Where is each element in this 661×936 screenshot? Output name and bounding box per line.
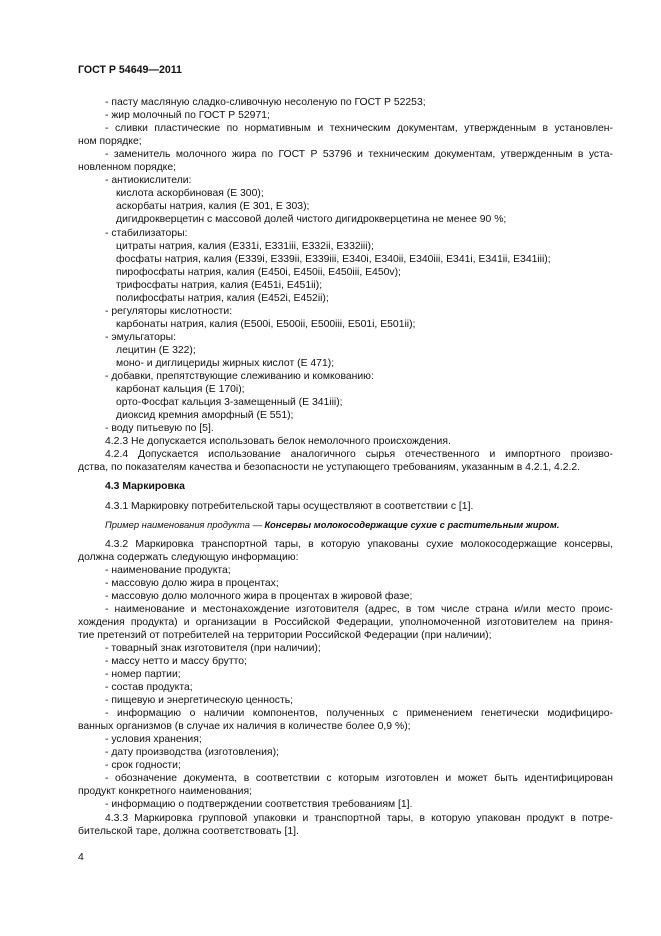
- text-line: - пасту масляную сладко-сливочную несоленую по ГОСТ Р 52253;: [105, 97, 426, 109]
- example-label: Пример наименования продукта —: [105, 518, 262, 530]
- text-line: - массовую долю молочного жира в процентах в жировой фазе;: [105, 590, 413, 602]
- text-line: карбонаты натрия, калия (E500i, E500ii, E500iii, E501i, E501ii);: [116, 318, 416, 330]
- page-number: 4: [78, 852, 84, 863]
- text-line: - обозначение документа, в соответствии с которым изготовлен и может быть идентифицирован: [105, 773, 613, 785]
- text-line: ванных организмов (в случае их наличия в количестве более 0,9 %);: [78, 721, 411, 733]
- text-line: - срок годности;: [105, 760, 181, 772]
- text-line: - массовую долю жира в процентах;: [105, 577, 279, 589]
- text-line: 4.2.4 Допускается использование аналогичного сырья отечественного и импортного произво-: [105, 449, 613, 461]
- text-line: - воду питьевую по [5].: [105, 423, 214, 435]
- text-line: - регуляторы кислотности:: [105, 305, 233, 317]
- text-line: орто-Фосфат кальция 3-замещенный (Е 341iii);: [116, 397, 343, 409]
- text-line: - антиокислители:: [105, 175, 192, 187]
- text-line: - информацию о подтверждении соответствия требованиям [1].: [105, 799, 413, 811]
- text-line: новленном порядке;: [78, 162, 177, 174]
- text-line: 4.3.3 Маркировка групповой упаковки и транспортной тары, в которую упакован продукт в потре-: [105, 812, 613, 824]
- text-line: карбонат кальция (Е 170i);: [116, 384, 245, 396]
- text-line: - товарный знак изготовителя (при наличии);: [105, 642, 321, 654]
- example-text: Консервы молокосодержащие сухие с растительным жиром.: [261, 518, 560, 530]
- text-line: - стабилизаторы:: [105, 227, 188, 239]
- text-line: - эмульгаторы:: [105, 331, 177, 343]
- text-line: - сливки пластические по нормативным и техническим документам, утвержденным в установлен-: [105, 123, 613, 135]
- text-line: дигидрокверцетин с массовой долей чистого дигидрокверцетина не менее 90 %;: [116, 214, 507, 226]
- text-line: продукт конкретного наименования;: [78, 786, 252, 798]
- text-line: - заменитель молочного жира по ГОСТ Р 53796 и техническим документам, утвержденным в уста-: [105, 149, 613, 161]
- text-line: фосфаты натрия, калия (E339i, E339ii, E339iii, E340i, E340ii, E340iii, E341i, E341ii, E341iii);: [116, 253, 551, 265]
- text-line: полифосфаты натрия, калия (E452i, E452ii);: [116, 292, 329, 304]
- text-line: - наименование и местонахождение изготовителя (адрес, в том числе страна и/или место проис-: [105, 603, 613, 615]
- text-line: 4.3.2 Маркировка транспортной тары, в которую упакованы сухие молокосодержащие консервы,: [105, 538, 613, 550]
- text-line: трифосфаты натрия, калия (E451i, E451ii);: [116, 279, 323, 291]
- text-line: кислота аскорбиновая (Е 300);: [116, 188, 264, 200]
- text-line: - пищевую и энергетическую ценность;: [105, 695, 294, 707]
- paragraph-4-3-1: 4.3.1 Маркировку потребительской тары осуществляют в соответствии с [1].: [105, 501, 474, 513]
- text-line: лецитин (Е 322);: [116, 344, 196, 356]
- text-line: 4.2.3 Не допускается использовать белок немолочного происхождения.: [105, 436, 451, 448]
- section-4-2-text: [78, 96, 613, 474]
- text-line: цитраты натрия, калия (E331i, E331iii, E332ii, E332iii);: [116, 240, 374, 252]
- text-line: - наименование продукта;: [105, 564, 231, 576]
- text-line: диоксид кремния аморфный (Е 551);: [116, 410, 294, 422]
- text-line: - номер партии;: [105, 669, 181, 681]
- text-line: - состав продукта;: [105, 682, 193, 694]
- section-title: 4.3 Маркировка: [105, 481, 185, 493]
- text-line: - добавки, препятствующие слеживанию и комкованию:: [105, 371, 374, 383]
- document-header: ГОСТ Р 54649—2011: [78, 64, 182, 76]
- text-line: - массу нетто и массу брутто;: [105, 655, 247, 667]
- text-line: пирофосфаты натрия, калия (E450i, E450ii, E450iii, E450v);: [116, 266, 401, 278]
- text-line: - дату производства (изготовления);: [105, 747, 279, 759]
- text-line: - информацию о наличии компонентов, полученных с применением генетически модифициро-: [105, 708, 613, 720]
- text-line: хождения продукта) и организации в Российской Федерации, уполномоченной изготовителем на приня-: [78, 616, 613, 628]
- text-line: бительской таре, должна соответствовать [1].: [78, 825, 299, 837]
- text-line: моно- и диглицериды жирных кислот (Е 471);: [116, 357, 335, 369]
- text-line: тие претензий от потребителей на территории Российской Федерации (при наличии);: [78, 629, 492, 641]
- text-line: дства, по показателям качества и безопасности не уступающего требованиям, указанным в 4.2.1, 4.2.2.: [78, 462, 581, 474]
- text-line: - жир молочный по ГОСТ Р 52971;: [105, 110, 270, 122]
- text-line: аскорбаты натрия, калия (Е 301, Е 303);: [116, 201, 310, 213]
- text-line: должна содержать следующую информацию:: [78, 551, 299, 563]
- text-line: - условия хранения;: [105, 734, 202, 746]
- section-4-3-text: [78, 538, 613, 838]
- example-note: [78, 518, 613, 531]
- text-line: ном порядке;: [78, 136, 142, 148]
